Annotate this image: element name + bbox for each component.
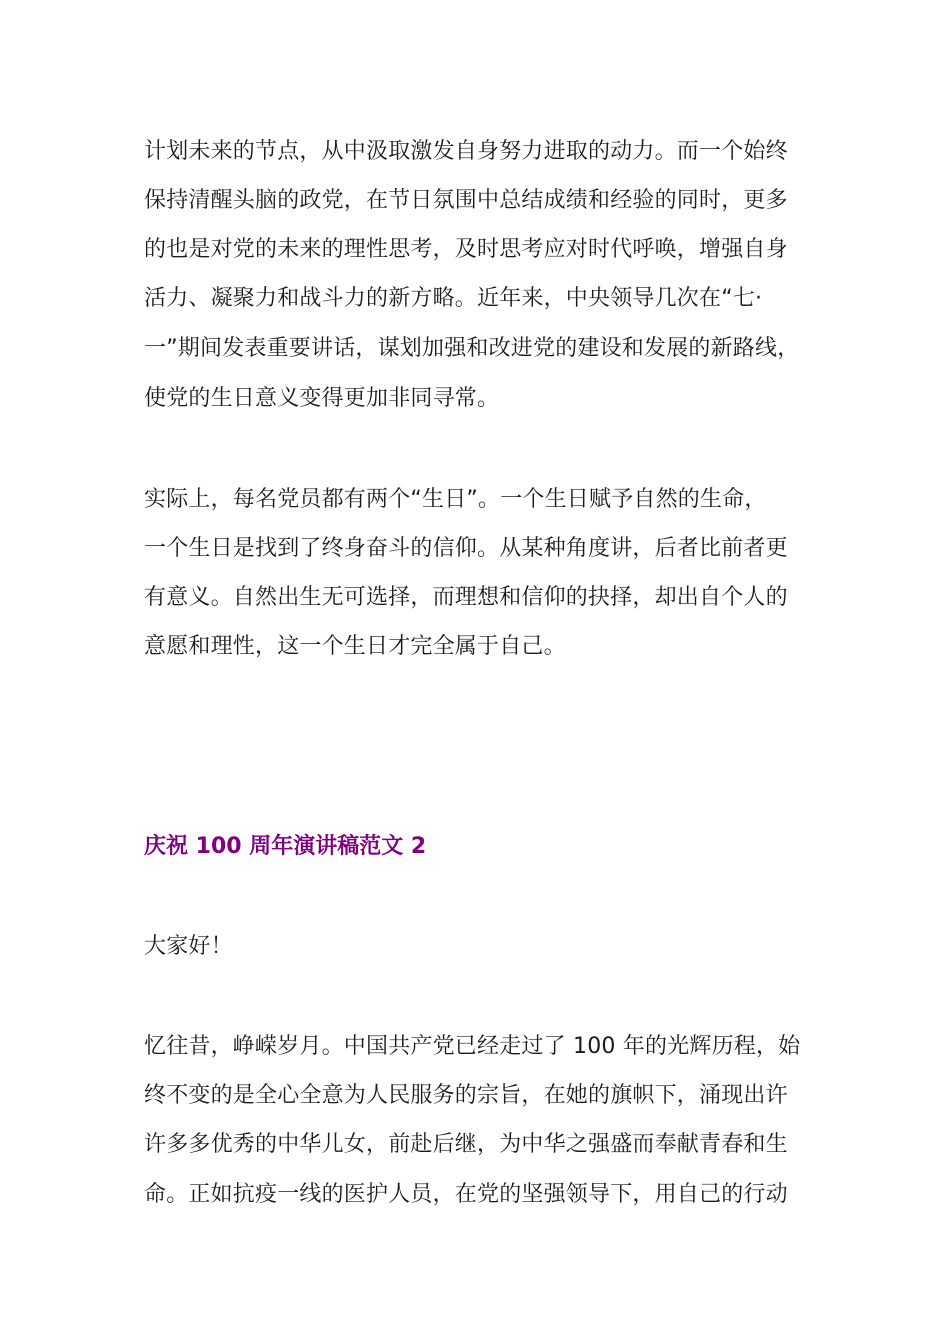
text-line: 活力、凝聚力和战斗力的新方略。近年来，中央领导几次在“七· bbox=[144, 286, 763, 311]
text-line: 许多多优秀的中华儿女，前赴后继，为中华之强盛而奉献青春和生 bbox=[144, 1132, 788, 1157]
text-line: 终不变的是全心全意为人民服务的宗旨，在她的旗帜下，涌现出许 bbox=[144, 1083, 788, 1108]
text-line: 保持清醒头脑的政党，在节日氛围中总结成绩和经验的同时，更多 bbox=[144, 188, 788, 213]
section-heading: 庆祝 100 周年演讲稿范文 2 bbox=[144, 834, 427, 859]
text-line: 计划未来的节点，从中汲取激发自身努力进取的动力。而一个始终 bbox=[144, 139, 788, 164]
greeting: 大家好！ bbox=[144, 934, 233, 959]
text-line: 使党的生日意义变得更加非同寻常。 bbox=[144, 386, 500, 411]
text-line: 意愿和理性，这一个生日才完全属于自己。 bbox=[144, 634, 566, 659]
text-line: 命。正如抗疫一线的医护人员，在党的坚强领导下，用自己的行动 bbox=[144, 1182, 788, 1207]
text-line: 实际上，每名党员都有两个“生日”。一个生日赋予自然的生命， bbox=[144, 487, 767, 512]
text-line: 一”期间发表重要讲话，谋划加强和改进党的建设和发展的新路线， bbox=[144, 336, 800, 361]
text-line: 的也是对党的未来的理性思考，及时思考应对时代呼唤，增强自身 bbox=[144, 237, 788, 262]
text-line: 忆往昔，峥嵘岁月。中国共产党已经走过了 100 年的光辉历程，始 bbox=[144, 1034, 801, 1059]
text-line: 一个生日是找到了终身奋斗的信仰。从某种角度讲，后者比前者更 bbox=[144, 536, 788, 561]
text-line: 有意义。自然出生无可选择，而理想和信仰的抉择，却出自个人的 bbox=[144, 585, 788, 610]
